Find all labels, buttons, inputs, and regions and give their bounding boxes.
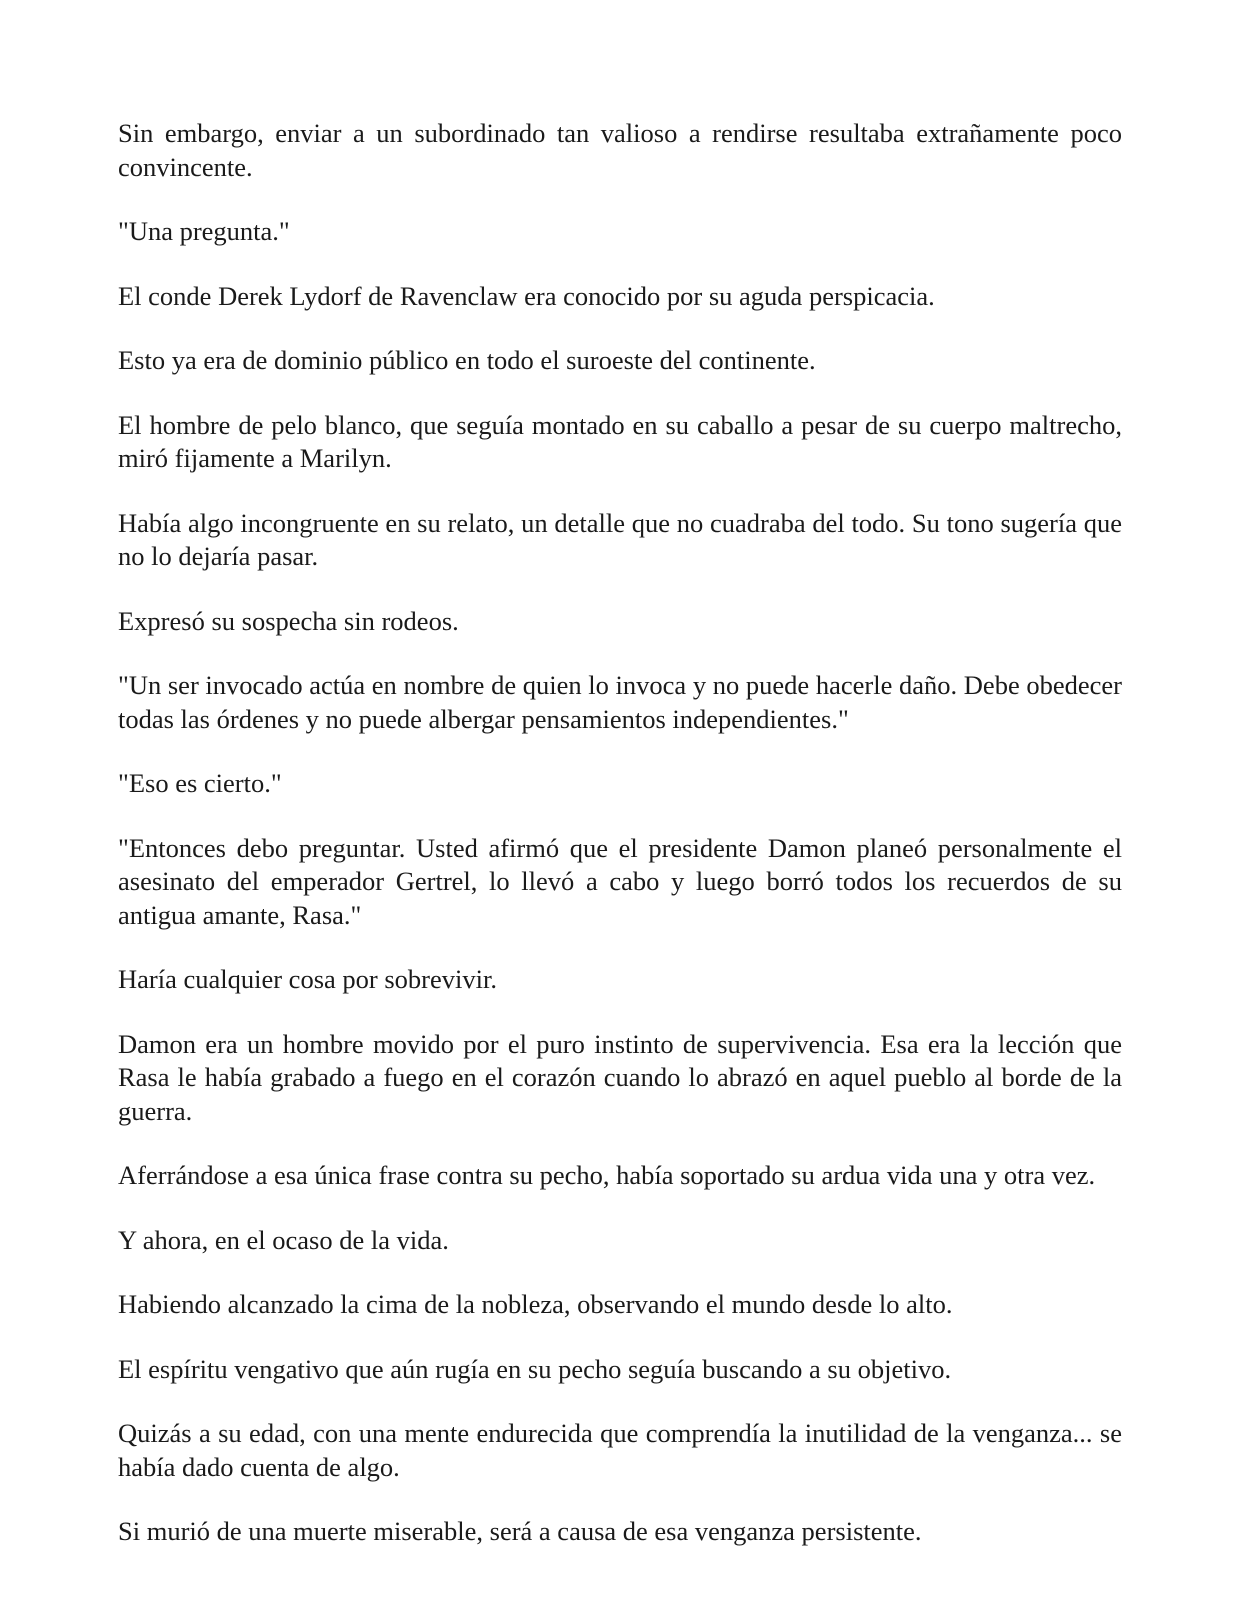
paragraph: Habiendo alcanzado la cima de la nobleza, observando el mundo desde lo alto. xyxy=(118,1289,953,1319)
paragraph: Quizás a su edad, con una mente endurecida que comprendía la inutilidad de la venganza... se había dado cuenta de algo. xyxy=(118,1418,1122,1482)
paragraph: Aferrándose a esa única frase contra su pecho, había soportado su ardua vida una y otra vez. xyxy=(118,1160,1096,1190)
paragraph: "Eso es cierto." xyxy=(118,768,282,798)
paragraph: "Una pregunta." xyxy=(118,216,290,246)
paragraph: "Un ser invocado actúa en nombre de quien lo invoca y no puede hacerle daño. Debe obedecer todas las órdenes y no puede albergar pensamientos independientes." xyxy=(118,670,1122,734)
paragraph: Sin embargo, enviar a un subordinado tan valioso a rendirse resultaba extrañamente poco convincente. xyxy=(118,118,1122,182)
paragraph: Haría cualquier cosa por sobrevivir. xyxy=(118,964,497,994)
paragraph: Esto ya era de dominio público en todo el suroeste del continente. xyxy=(118,345,816,375)
paragraph: El hombre de pelo blanco, que seguía montado en su caballo a pesar de su cuerpo maltrecho, miró fijamente a Marilyn. xyxy=(118,409,1122,473)
paragraph: Si murió de una muerte miserable, será a causa de esa venganza persistente. xyxy=(118,1516,922,1546)
paragraph: "Entonces debo preguntar. Usted afirmó que el presidente Damon planeó personalmente el asesinato del emperador Gertrel, lo llevó a cabo y luego borró todos los recuerdos de su antigua amante, Rasa." xyxy=(118,832,1122,930)
paragraph: El conde Derek Lydorf de Ravenclaw era conocido por su aguda perspicacia. xyxy=(118,280,935,311)
paragraph: Expresó su sospecha sin rodeos. xyxy=(118,605,459,636)
paragraph: Había algo incongruente en su relato, un detalle que no cuadraba del todo. Su tono sugería que no lo dejaría pasar. xyxy=(118,507,1122,571)
paragraph: Y ahora, en el ocaso de la vida. xyxy=(118,1224,449,1255)
paragraph: El espíritu vengativo que aún rugía en su pecho seguía buscando a su objetivo. xyxy=(118,1353,952,1384)
document-body xyxy=(118,117,1122,1549)
paragraph: Damon era un hombre movido por el puro instinto de supervivencia. Esa era la lección que Rasa le había grabado a fuego en el corazón cuando lo abrazó en aquel pueblo al borde de la guerra. xyxy=(118,1028,1122,1126)
